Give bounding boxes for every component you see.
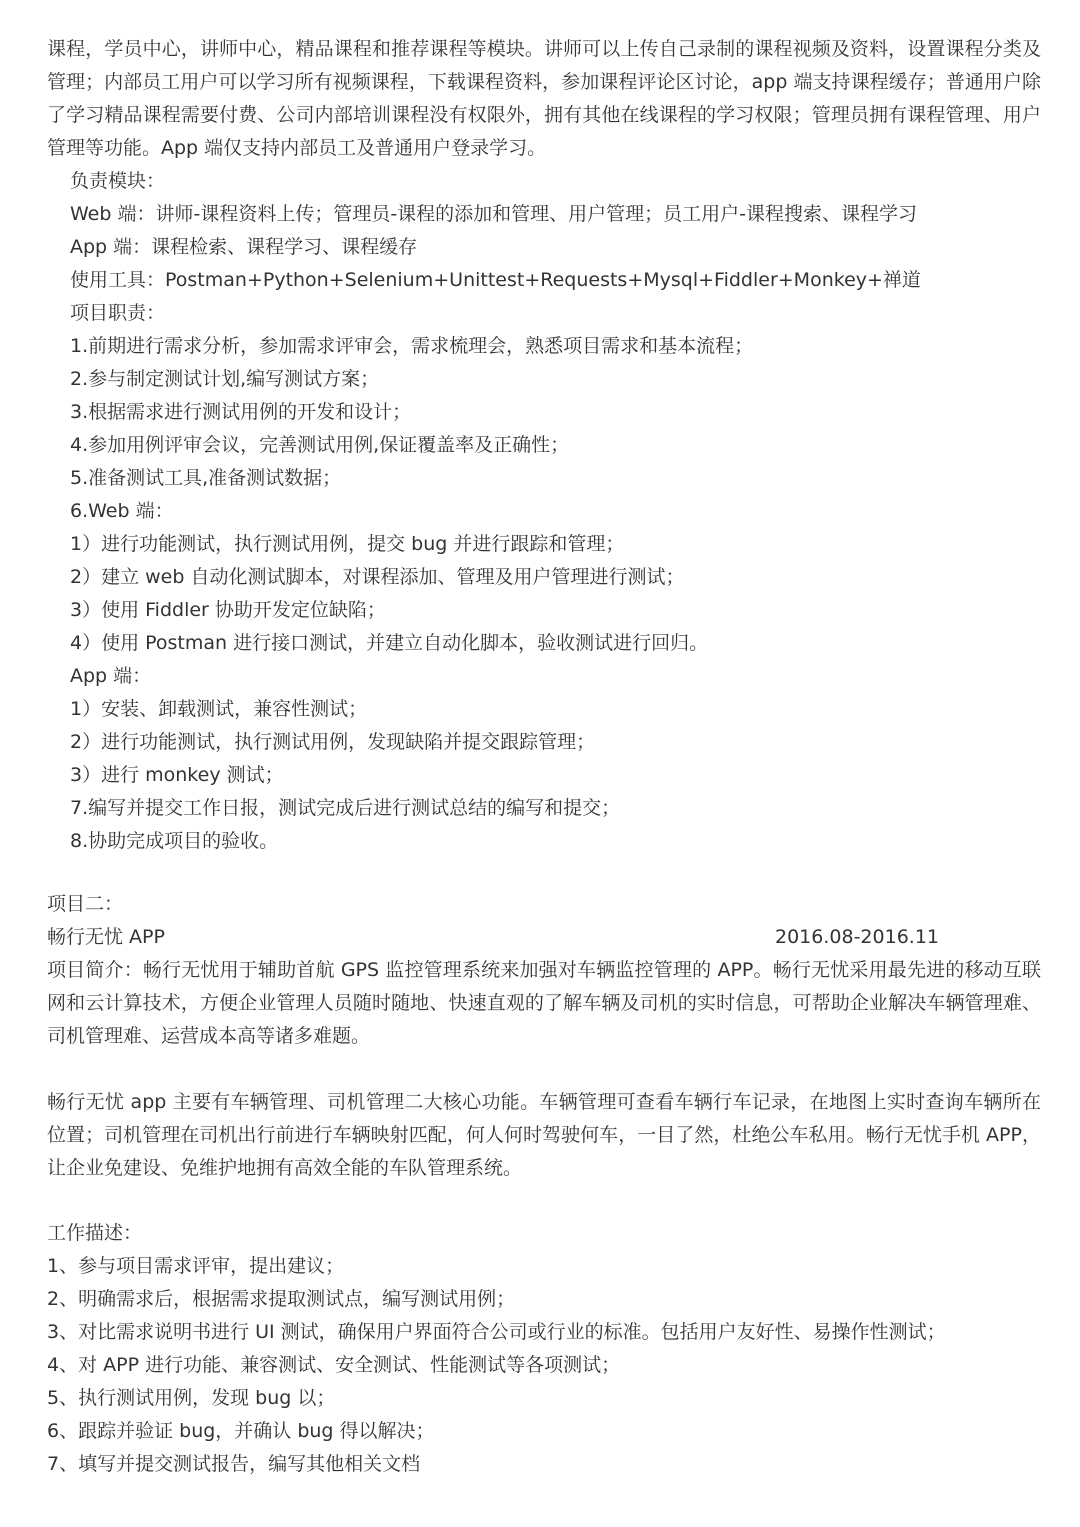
duty-item: 4）使用 Postman 进行接口测试，并建立自动化脚本，验收测试进行回归。 xyxy=(70,632,709,654)
duty-item: 2）建立 web 自动化测试脚本，对课程添加、管理及用户管理进行测试； xyxy=(70,566,685,588)
tools: 使用工具：Postman+Python+Selenium+Unittest+Requests+Mysql+Fiddler+Monkey+禅道 xyxy=(70,269,921,291)
work-item: 7、填写并提交测试报告，编写其他相关文档 xyxy=(47,1453,421,1475)
duty-item: 3）进行 monkey 测试； xyxy=(70,764,284,786)
project2-name: 畅行无忧 APP xyxy=(47,926,165,948)
duty-item: 2）进行功能测试，执行测试用例，发现缺陷并提交跟踪管理； xyxy=(70,731,596,753)
project2-period: 2016.08-2016.11 xyxy=(775,926,939,948)
duty-item: 8.协助完成项目的验收。 xyxy=(70,830,279,852)
duty-item: 7.编写并提交工作日报，测试完成后进行测试总结的编写和提交； xyxy=(70,797,621,819)
duty-item: 1.前期进行需求分析，参加需求评审会，需求梳理会，熟悉项目需求和基本流程； xyxy=(70,335,754,357)
duty-item: 4.参加用例评审会议，完善测试用例,保证覆盖率及正确性； xyxy=(70,434,570,456)
web-modules: Web 端：讲师-课程资料上传；管理员-课程的添加和管理、用户管理；员工用户-课程搜索、课程学习 xyxy=(70,203,918,225)
work-item: 4、对 APP 进行功能、兼容测试、安全测试、性能测试等各项测试； xyxy=(47,1354,621,1376)
project2-features: 畅行无忧 app 主要有车辆管理、司机管理二大核心功能。车辆管理可查看车辆行车记录，在地图上实时查询车辆所在位置；司机管理在司机出行前进行车辆映射匹配，何人何时驾驶何车，一目了然，杜绝公车私用。畅行无忧手机 APP，让企业免建设、免维护地拥有高效全能的车队管理系统。 xyxy=(47,1091,1041,1179)
duties-label: 项目职责： xyxy=(70,302,166,324)
duty-item: 3）使用 Fiddler 协助开发定位缺陷； xyxy=(70,599,386,621)
duty-item: App 端： xyxy=(70,665,152,687)
work-item: 5、执行测试用例，发现 bug 以； xyxy=(47,1387,336,1409)
duty-item: 1）进行功能测试，执行测试用例，提交 bug 并进行跟踪和管理； xyxy=(70,533,625,555)
duty-item: 1）安装、卸载测试，兼容性测试； xyxy=(70,698,368,720)
project2-heading: 项目二： xyxy=(47,893,124,915)
project2-summary: 项目简介：畅行无忧用于辅助首航 GPS 监控管理系统来加强对车辆监控管理的 APP。畅行无忧采用最先进的移动互联网和云计算技术，方便企业管理人员随时随地、快速直观的了解车辆及司机的实时信息，可帮助企业解决车辆管理难、司机管理难、运营成本高等诸多难题。 xyxy=(47,959,1041,1047)
project1-intro: 课程，学员中心，讲师中心，精品课程和推荐课程等模块。讲师可以上传自己录制的课程视频及资料，设置课程分类及管理；内部员工用户可以学习所有视频课程，下载课程资料，参加课程评论区讨论，app 端支持课程缓存；普通用户除了学习精品课程需要付费、公司内部培训课程没有权限外，拥有其他在线课程的学习权限；管理员拥有课程管理、用户管理等功能。App 端仅支持内部员工及普通用户登录学习。 xyxy=(47,38,1041,159)
duty-item: 6.Web 端： xyxy=(70,500,174,522)
app-modules: App 端：课程检索、课程学习、课程缓存 xyxy=(70,236,418,258)
duty-item: 5.准备测试工具,准备测试数据； xyxy=(70,467,342,489)
duty-item: 2.参与制定测试计划,编写测试方案； xyxy=(70,368,380,390)
modules-label: 负责模块： xyxy=(70,170,166,192)
work-item: 3、对比需求说明书进行 UI 测试，确保用户界面符合公司或行业的标准。包括用户友好性、易操作性测试； xyxy=(47,1321,946,1343)
work-item: 6、跟踪并验证 bug，并确认 bug 得以解决； xyxy=(47,1420,435,1442)
duty-item: 3.根据需求进行测试用例的开发和设计； xyxy=(70,401,412,423)
work-item: 2、明确需求后，根据需求提取测试点，编写测试用例； xyxy=(47,1288,516,1310)
work-item: 1、参与项目需求评审，提出建议； xyxy=(47,1255,345,1277)
work-label: 工作描述： xyxy=(47,1222,143,1244)
